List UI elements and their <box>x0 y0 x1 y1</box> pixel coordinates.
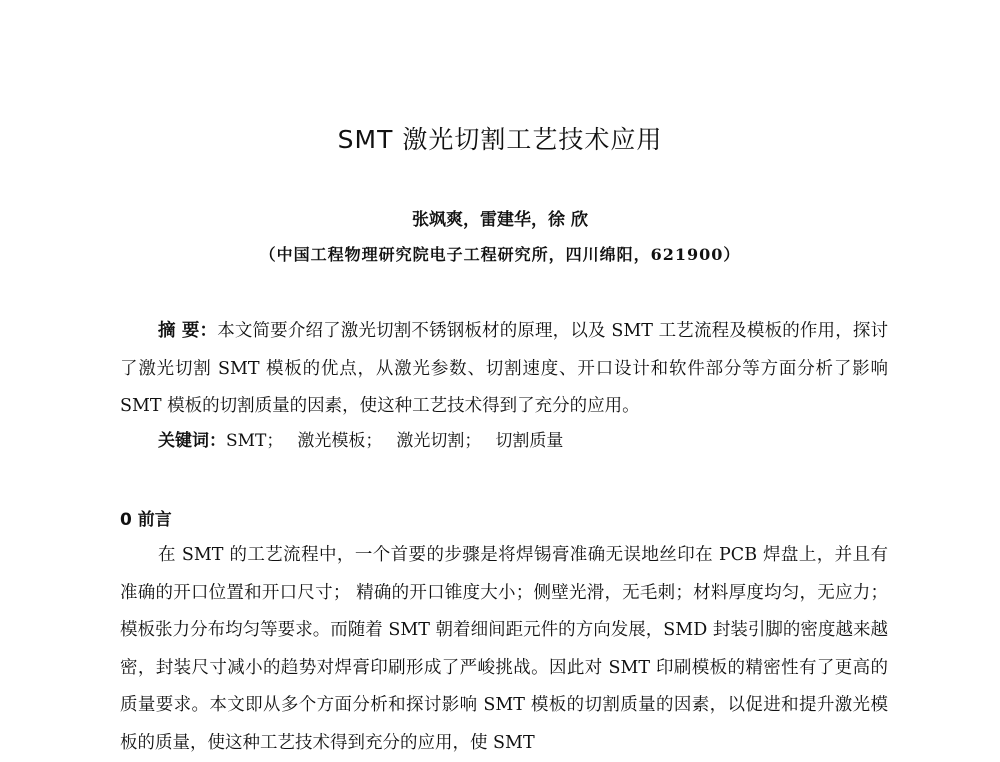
abstract-label: 摘 要： <box>158 321 218 341</box>
affiliation: （中国工程物理研究院电子工程研究所，四川绵阳，621900） <box>259 245 741 264</box>
keywords-label: 关键词： <box>158 431 226 451</box>
keyword-item: SMT； <box>226 431 284 451</box>
section-heading: 0 前言 <box>120 510 172 530</box>
author-list: 张飒爽，雷建华，徐 欣 <box>412 210 588 230</box>
keyword-item: 激光模板； <box>297 431 383 451</box>
keywords-line <box>158 426 577 451</box>
keyword-item: 切割质量 <box>495 431 564 451</box>
intro-paragraph: 在 SMT 的工艺流程中，一个首要的步骤是将焊锡膏准确无误地丝印在 PCB 焊盘上，并且有准确的开口位置和开口尺寸； 精确的开口锥度大小；侧壁光滑，无毛刺；材料厚度均匀，无应力；模板张力分布均匀等要求。而随着 SMT 朝着细间距元件的方向发展，SMD 封装引脚的密度越来越密，封装尺寸减小的趋势对焊膏印刷形成了严峻挑战。因此对 SMT 印刷模板的精密性有了更高的质量要求。本文即从多个方面分析和探讨影响 SMT 模板的切割质量的因素，以促进和提升激光模板的质量，使这种工艺技术得到充分的应用，使 SMT <box>120 545 888 753</box>
abstract-paragraph <box>120 313 888 426</box>
keyword-item: 激光切割； <box>396 431 482 451</box>
abstract-text: 本文简要介绍了激光切割不锈钢板材的原理，以及 SMT 工艺流程及模板的作用，探讨了激光切割 SMT 模板的优点，从激光参数、切割速度、开口设计和软件部分等方面分析了影响 SMT 模板的切割质量的因素，使这种工艺技术得到了充分的应用。 <box>120 321 889 416</box>
paper-title: SMT 激光切割工艺技术应用 <box>337 125 663 154</box>
